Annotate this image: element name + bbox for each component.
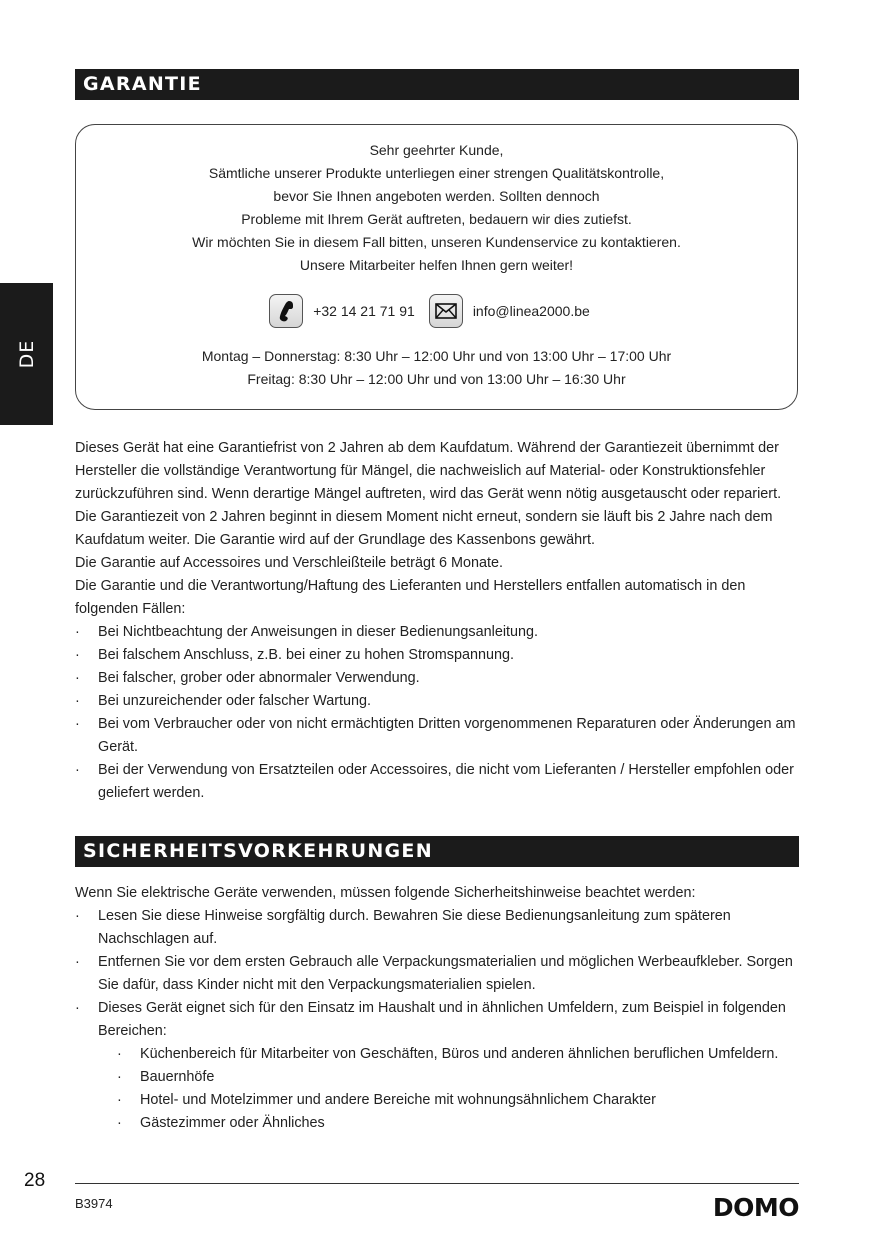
envelope-icon xyxy=(429,294,463,328)
notice-line: Sehr geehrter Kunde, xyxy=(369,142,504,158)
exclusion-list xyxy=(75,621,800,805)
section-title-garantie: GARANTIE xyxy=(75,69,799,100)
hours-line: Montag – Donnerstag: 8:30 Uhr – 12:00 Uhr und von 13:00 Uhr – 17:00 Uhr xyxy=(201,348,672,364)
notice-line: Sämtliche unserer Produkte unterliegen einer strengen Qualitätskontrolle, xyxy=(208,165,665,181)
list-item: · Entfernen Sie vor dem ersten Gebrauch alle Verpackungsmaterialien und möglichen Werbeaufkleber. Sorgen Sie dafür, dass Kinder nicht mit den Verpackungsmaterialien spielen. xyxy=(75,951,800,997)
opening-hours xyxy=(76,345,797,391)
list-item: · Lesen Sie diese Hinweise sorgfältig durch. Bewahren Sie diese Bedienungsanleitung zum späteren Nachschlagen auf. xyxy=(75,905,800,951)
safety-intro: Wenn Sie elektrische Geräte verwenden, müssen folgende Sicherheitshinweise beachtet werden: xyxy=(75,885,696,901)
list-item: · Bei falschem Anschluss, z.B. bei einer zu hohen Stromspannung. xyxy=(75,644,800,667)
customer-notice-box xyxy=(75,124,798,410)
model-code: B3974 xyxy=(75,1196,113,1211)
list-item: · Bei der Verwendung von Ersatzteilen oder Accessoires, die nicht vom Lieferanten / Hersteller empfohlen oder geliefert werden. xyxy=(75,759,800,805)
list-item: · Hotel- und Motelzimmer und andere Bereiche mit wohnungsähnlichem Charakter xyxy=(75,1089,800,1112)
list-item: · Bauernhöfe xyxy=(75,1066,800,1089)
garantie-intro: Dieses Gerät hat eine Garantiefrist von 2 Jahren ab dem Kaufdatum. Während der Garantiezeit übernimmt der Hersteller die vollständige Verantwortung für Mängel, die nachweislich auf Material- oder Konstruktionsfehler zurückzuführen sind. Wenn derartige Mängel auftreten, wird das Gerät wenn nötig ausgetauscht oder repariert. Die Garantiezeit von 2 Jahren beginnt in diesem Moment nicht erneut, sondern sie läuft bis 2 Jahre nach dem Kaufdatum weiter. Die Garantie wird auf der Grundlage des Kassenbons gewährt. xyxy=(75,440,782,548)
notice-line: Probleme mit Ihrem Gerät auftreten, bedauern wir dies zutiefst. xyxy=(241,211,632,227)
list-item: · Gästezimmer oder Ähnliches xyxy=(75,1112,800,1135)
garantie-accessories: Die Garantie auf Accessoires und Verschleißteile beträgt 6 Monate. xyxy=(75,555,503,571)
brand-logo: DOMO xyxy=(712,1193,799,1222)
notice-line: Unsere Mitarbeiter helfen Ihnen gern weiter! xyxy=(299,257,574,273)
page-number: 28 xyxy=(24,1170,46,1191)
list-item: · Bei unzureichender oder falscher Wartung. xyxy=(75,690,800,713)
notice-text xyxy=(76,139,797,277)
list-item: · Bei Nichtbeachtung der Anweisungen in dieser Bedienungsanleitung. xyxy=(75,621,800,644)
email-address: info@linea2000.be xyxy=(472,302,590,319)
language-tab-label: DE xyxy=(15,339,38,369)
safety-body xyxy=(75,882,800,1135)
section-title-safety: SICHERHEITSVORKEHRUNGEN xyxy=(75,836,799,867)
footer-divider xyxy=(75,1183,799,1184)
list-item: · Küchenbereich für Mitarbeiter von Geschäften, Büros und anderen ähnlichen beruflichen Umfeldern. xyxy=(75,1043,800,1066)
language-tab xyxy=(0,283,53,425)
list-item: · Dieses Gerät eignet sich für den Einsatz im Haushalt und in ähnlichen Umfeldern, zum Beispiel in folgenden Bereichen: xyxy=(75,997,800,1043)
notice-line: Wir möchten Sie in diesem Fall bitten, unseren Kundenservice zu kontaktieren. xyxy=(192,234,681,250)
garantie-exclusions-intro: Die Garantie und die Verantwortung/Haftung des Lieferanten und Herstellers entfallen automatisch in den folgenden Fällen: xyxy=(75,578,746,617)
notice-line: bevor Sie Ihnen angeboten werden. Sollten dennoch xyxy=(273,188,600,204)
phone-number: +32 14 21 71 91 xyxy=(313,302,415,319)
garantie-body xyxy=(75,437,800,805)
hours-line: Freitag: 8:30 Uhr – 12:00 Uhr und von 13:00 Uhr – 16:30 Uhr xyxy=(247,371,626,387)
phone-icon xyxy=(269,294,303,328)
list-item: · Bei falscher, grober oder abnormaler Verwendung. xyxy=(75,667,800,690)
safety-list xyxy=(75,905,800,1043)
safety-sublist xyxy=(75,1043,800,1135)
list-item: · Bei vom Verbraucher oder von nicht ermächtigten Dritten vorgenommenen Reparaturen oder Änderungen am Gerät. xyxy=(75,713,800,759)
contact-row xyxy=(76,291,797,331)
